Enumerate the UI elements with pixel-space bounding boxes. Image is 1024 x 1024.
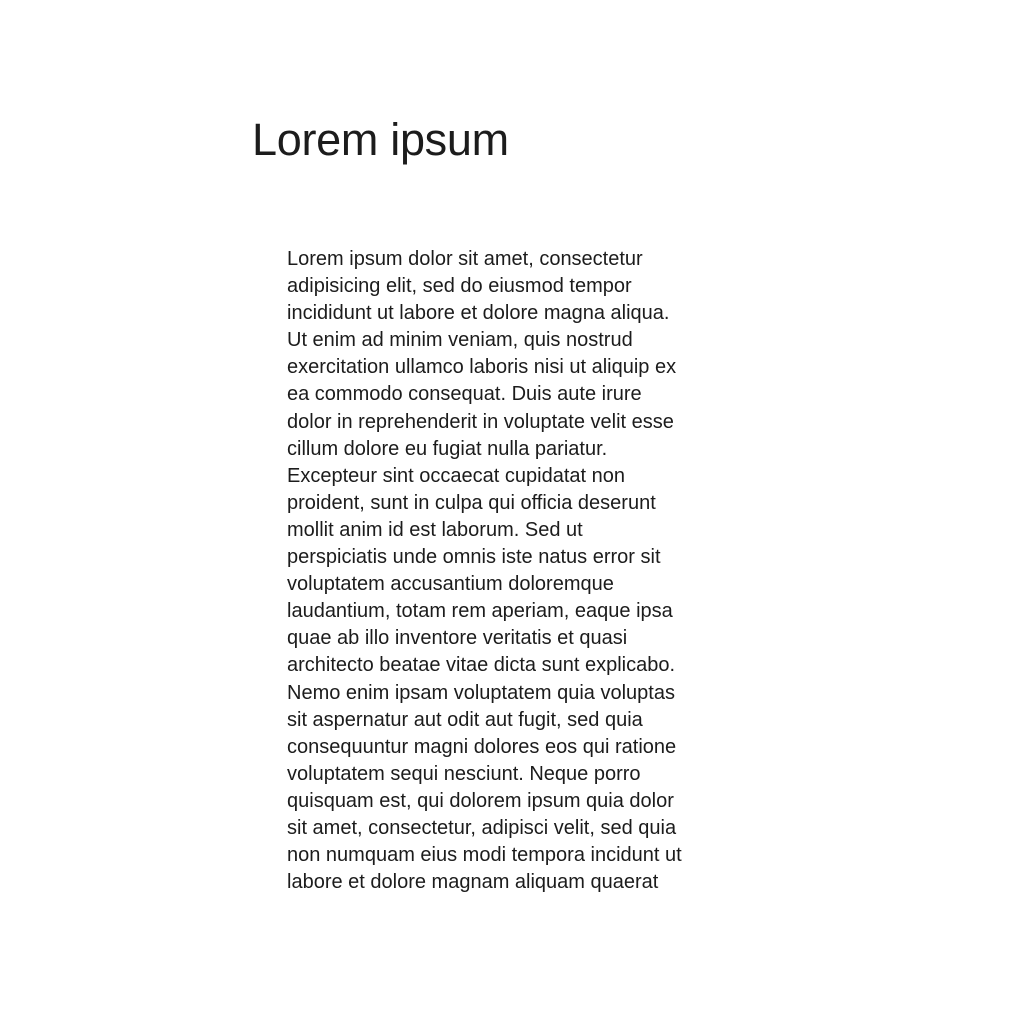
text-line: laudantium, totam rem aperiam, eaque ipsa: [287, 600, 673, 623]
text-line: consequuntur magni dolores eos qui ratione: [287, 735, 677, 758]
text-line: labore et dolore magnam aliquam quaerat: [287, 871, 659, 894]
text-line: cillum dolore eu fugiat nulla pariatur.: [287, 437, 608, 460]
text-line: exercitation ullamco laboris nisi ut aliquip ex: [287, 356, 677, 379]
text-line: voluptatem accusantium doloremque: [287, 573, 614, 596]
text-line: quisquam est, qui dolorem ipsum quia dolor: [287, 789, 674, 812]
text-line: ea commodo consequat. Duis aute irure: [287, 383, 642, 406]
text-line: architecto beatae vitae dicta sunt explicabo.: [287, 654, 676, 677]
text-line: Ut enim ad minim veniam, quis nostrud: [287, 329, 633, 352]
text-line: perspiciatis unde omnis iste natus error sit: [287, 546, 661, 569]
text-line: proident, sunt in culpa qui officia deserunt: [287, 491, 656, 514]
text-line: incididunt ut labore et dolore magna aliqua.: [287, 302, 670, 325]
text-line: mollit anim id est laborum. Sed ut: [287, 518, 583, 541]
text-line: adipisicing elit, sed do eiusmod tempor: [287, 275, 632, 298]
text-line: sit aspernatur aut odit aut fugit, sed quia: [287, 708, 643, 731]
body-paragraph: [287, 246, 757, 896]
text-line: sit amet, consectetur, adipisci velit, sed quia: [287, 816, 677, 839]
text-line: Excepteur sint occaecat cupidatat non: [287, 464, 625, 487]
text-line: voluptatem sequi nesciunt. Neque porro: [287, 762, 641, 785]
text-line: quae ab illo inventore veritatis et quasi: [287, 627, 628, 650]
text-line: Lorem ipsum dolor sit amet, consectetur: [287, 248, 643, 270]
text-line: dolor in reprehenderit in voluptate velit esse: [287, 410, 674, 433]
text-line: non numquam eius modi tempora incidunt ut: [287, 844, 682, 867]
text-line: Nemo enim ipsam voluptatem quia voluptas: [287, 681, 675, 704]
page-title: Lorem ipsum: [252, 114, 509, 165]
